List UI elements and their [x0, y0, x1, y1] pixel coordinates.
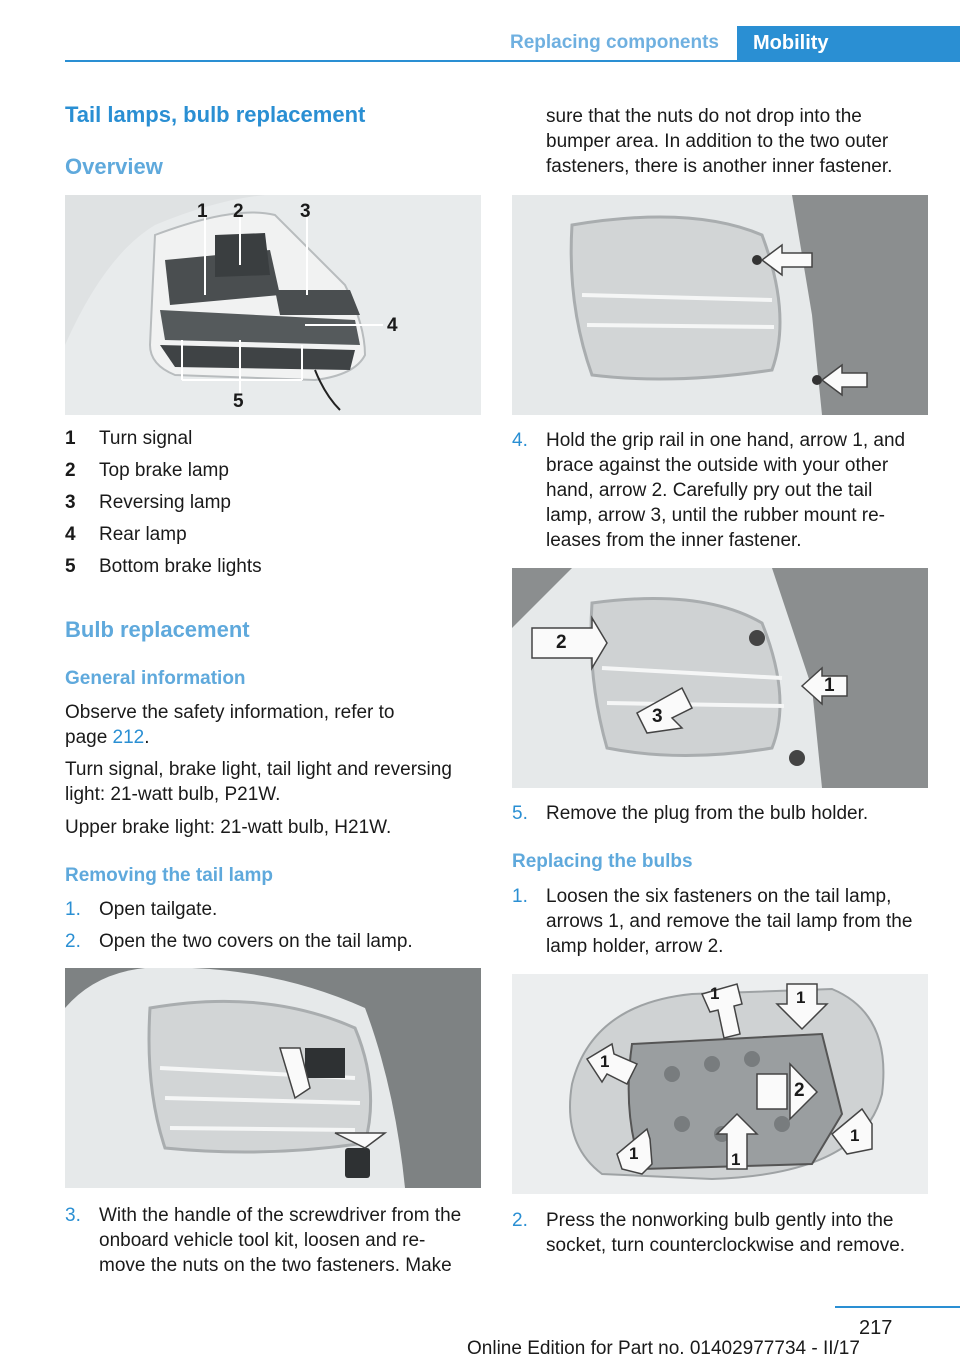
- figure-label-4: 4: [387, 315, 398, 336]
- continued-text: bumper area. In addition to the two outer: [546, 131, 889, 152]
- replacing-bulbs-heading: Replacing the bulbs: [512, 851, 693, 872]
- arrow-label: 1: [824, 675, 835, 696]
- footer-rule: [835, 1306, 960, 1308]
- open-covers-figure: [65, 968, 481, 1188]
- header-rule: [65, 60, 960, 62]
- step-item: 1. Loosen the six fasteners on the tail lamp, arrows 1, and remove the tail lamp from the lamp holder, arrow 2.: [512, 886, 913, 957]
- page-title: Tail lamps, bulb replacement: [65, 102, 366, 127]
- bulb-replacement-heading: Bulb replacement: [65, 617, 250, 642]
- step-item: 4. Hold the grip rail in one hand, arrow 1, and brace against the outside with your other hand, arrow 2. Carefully pry out the tail lamp, arrow 3, until the rubber mount re- leases from the inner fastener.: [512, 430, 906, 551]
- bulb-spec-text: light: 21-watt bulb, P21W.: [65, 784, 281, 805]
- arrow-label: 1: [796, 988, 806, 1007]
- arrow-label: 2: [556, 632, 567, 653]
- edition-footer: Online Edition for Part no. 01402977734 - II/17: [467, 1338, 860, 1359]
- arrow-label: 1: [731, 1150, 741, 1169]
- page-reference-link[interactable]: 212: [112, 727, 145, 748]
- removing-tail-lamp-heading: Removing the tail lamp: [65, 865, 273, 886]
- figure-label-1: 1: [197, 201, 208, 222]
- fasteners-figure: [512, 195, 928, 415]
- continued-text: fasteners, there is another inner fastener.: [546, 156, 893, 177]
- step-item: 2. Open the two covers on the tail lamp.: [65, 931, 413, 952]
- figure-label-2: 2: [233, 201, 244, 222]
- upper-brake-text: Upper brake light: 21-watt bulb, H21W.: [65, 817, 392, 838]
- bulb-spec-text: Turn signal, brake light, tail light and reversing: [65, 759, 452, 780]
- safety-text: Observe the safety information, refer to: [65, 702, 395, 723]
- figure-label-5: 5: [233, 391, 244, 412]
- page-number: 217: [859, 1317, 893, 1339]
- bulb-holder-figure: [512, 974, 928, 1194]
- figure-label-3: 3: [300, 201, 311, 222]
- tail-lamp-overview-figure: [65, 195, 481, 415]
- arrow-label: 2: [794, 1080, 805, 1101]
- step-item: 2. Press the nonworking bulb gently into the socket, turn counterclockwise and remove.: [512, 1210, 906, 1256]
- pry-out-lamp-figure: [512, 568, 928, 788]
- step-item: 5. Remove the plug from the bulb holder.: [512, 803, 869, 824]
- arrow-label: 3: [652, 706, 663, 727]
- general-information-heading: General information: [65, 668, 246, 689]
- overview-heading: Overview: [65, 154, 163, 179]
- header-chapter-tab[interactable]: Mobility: [737, 26, 960, 62]
- arrow-label: 1: [710, 984, 720, 1003]
- arrow-label: 1: [600, 1052, 610, 1071]
- step-item: 1. Open tailgate.: [65, 899, 218, 920]
- header-section-title: Replacing components: [509, 32, 719, 53]
- step-item: 3. With the handle of the screwdriver from the onboard vehicle tool kit, loosen and re- move the nuts on the two fasteners. Make: [65, 1205, 462, 1276]
- continued-text: sure that the nuts do not drop into the: [546, 106, 862, 127]
- safety-text-page: page 212.: [65, 727, 150, 748]
- arrow-label: 1: [629, 1144, 639, 1163]
- arrow-label: 1: [850, 1126, 860, 1145]
